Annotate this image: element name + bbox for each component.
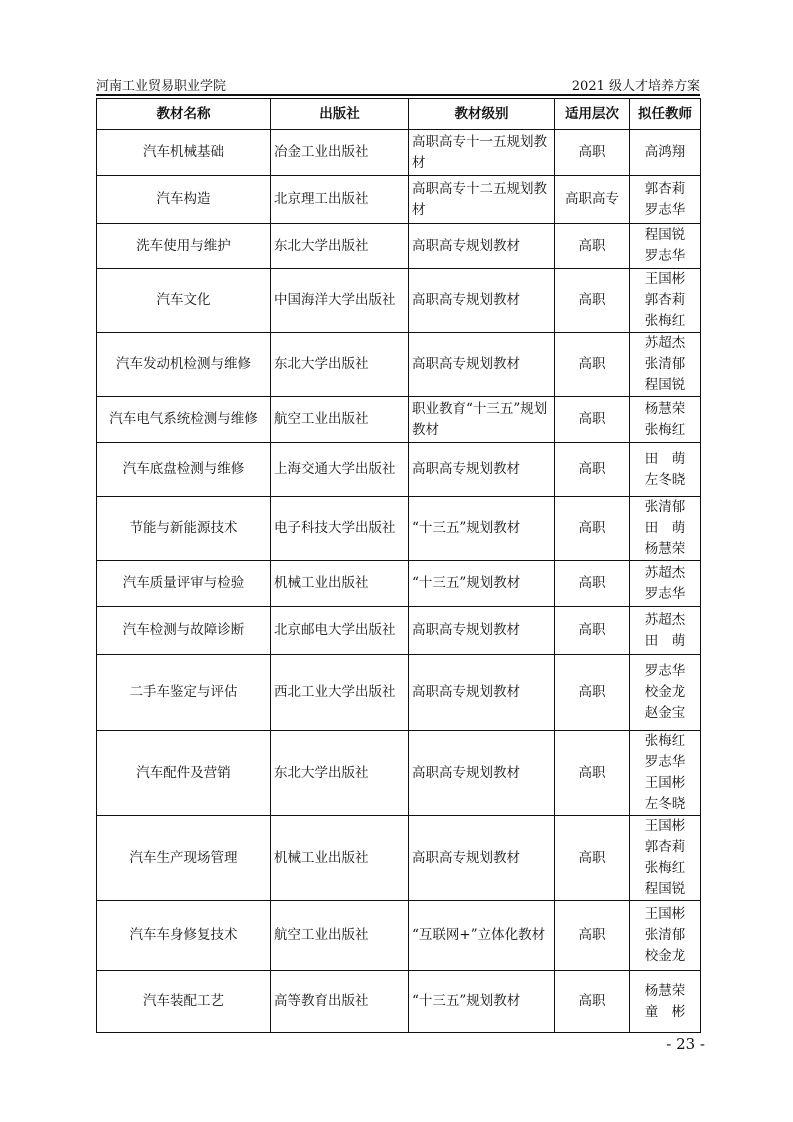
textbook-name-cell: 汽车检测与故障诊断: [97, 607, 271, 655]
teacher-name: 张梅红: [644, 421, 686, 438]
table-row: [97, 816, 701, 901]
teacher-name: 杨慧荣: [644, 400, 686, 417]
teacher-name: 田 萌: [644, 520, 686, 536]
header-textbook-name: 教材名称: [97, 99, 271, 130]
textbook-name-cell: 二手车鉴定与评估: [97, 655, 271, 731]
publisher-cell: 东北大学出版社: [271, 333, 409, 397]
header-applicable-tier: 适用层次: [555, 99, 630, 130]
table-row: [97, 561, 701, 607]
teacher-name: 张清郁: [644, 356, 686, 372]
textbook-level-cell: “十三五”规划教材: [409, 971, 555, 1033]
publisher-cell: 冶金工业出版社: [271, 130, 409, 176]
teacher-name: 高鸿翔: [644, 144, 686, 160]
teachers-cell: [630, 397, 701, 443]
teachers-cell: [630, 607, 701, 655]
teacher-name: 张梅红: [644, 733, 686, 749]
textbook-name-cell: 汽车机械基础: [97, 130, 271, 176]
applicable-tier-cell: 高职: [555, 607, 630, 655]
applicable-tier-cell: 高职: [555, 816, 630, 901]
applicable-tier-cell: 高职: [555, 901, 630, 971]
applicable-tier-cell: 高职: [555, 731, 630, 816]
table-row: [97, 130, 701, 176]
applicable-tier-cell: 高职: [555, 130, 630, 176]
table-row: [97, 497, 701, 561]
teachers-cell: [630, 971, 701, 1033]
teacher-name: 校金龙: [644, 684, 686, 700]
teachers-cell: [630, 176, 701, 224]
publisher-cell: 机械工业出版社: [271, 561, 409, 607]
textbook-name-cell: 汽车底盘检测与维修: [97, 443, 271, 497]
textbook-level-cell: 高职高专规划教材: [409, 731, 555, 816]
teachers-cell: [630, 130, 701, 176]
teacher-name: 罗志华: [644, 248, 686, 264]
teacher-name: 郭杏莉: [644, 180, 686, 197]
teacher-name: 赵金宝: [644, 705, 686, 721]
teacher-name: 罗志华: [644, 201, 686, 218]
applicable-tier-cell: 高职: [555, 269, 630, 333]
teacher-name: 王国彬: [644, 818, 686, 834]
textbook-level-cell: 高职高专十一五规划教材: [409, 130, 555, 176]
teachers-cell: [630, 269, 701, 333]
applicable-tier-cell: 高职: [555, 443, 630, 497]
teacher-name: 张清郁: [644, 499, 686, 515]
textbook-name-cell: 汽车文化: [97, 269, 271, 333]
teacher-name: 杨慧荣: [644, 541, 686, 557]
teacher-name: 王国彬: [644, 271, 686, 287]
teacher-name: 张梅红: [644, 860, 686, 876]
teacher-name: 校金龙: [644, 948, 686, 964]
teachers-cell: [630, 497, 701, 561]
plan-title: 2021 级人才培养方案: [571, 79, 700, 94]
publisher-cell: 电子科技大学出版社: [271, 497, 409, 561]
textbook-level-cell: 高职高专规划教材: [409, 333, 555, 397]
publisher-cell: 机械工业出版社: [271, 816, 409, 901]
table-row: [97, 655, 701, 731]
textbook-name-cell: 汽车配件及营销: [97, 731, 271, 816]
textbook-level-cell: “互联网+”立体化教材: [409, 901, 555, 971]
table-row: [97, 971, 701, 1033]
teachers-cell: [630, 731, 701, 816]
teachers-cell: [630, 901, 701, 971]
table-row: [97, 397, 701, 443]
applicable-tier-cell: 高职: [555, 561, 630, 607]
publisher-cell: 北京理工出版社: [271, 176, 409, 224]
textbook-name-cell: 节能与新能源技术: [97, 497, 271, 561]
teachers-cell: [630, 443, 701, 497]
textbook-level-cell: “十三五”规划教材: [409, 561, 555, 607]
publisher-cell: 东北大学出版社: [271, 224, 409, 269]
table-row: [97, 333, 701, 397]
applicable-tier-cell: 高职: [555, 971, 630, 1033]
header-textbook-level: 教材级别: [409, 99, 555, 130]
teachers-cell: [630, 333, 701, 397]
textbook-name-cell: 汽车生产现场管理: [97, 816, 271, 901]
teacher-name: 田 萌: [644, 632, 686, 649]
applicable-tier-cell: 高职: [555, 397, 630, 443]
textbook-table: [96, 98, 701, 1033]
teacher-name: 张清郁: [644, 927, 686, 943]
table-row: [97, 176, 701, 224]
textbook-level-cell: 职业教育“十三五”规划教材: [409, 397, 555, 443]
teacher-name: 张梅红: [644, 313, 686, 329]
table-row: [97, 731, 701, 816]
table-row: [97, 224, 701, 269]
teacher-name: 程国锐: [644, 881, 686, 897]
textbook-name-cell: 汽车发动机检测与维修: [97, 333, 271, 397]
textbook-level-cell: 高职高专规划教材: [409, 269, 555, 333]
publisher-cell: 航空工业出版社: [271, 901, 409, 971]
teacher-name: 王国彬: [644, 775, 686, 791]
textbook-name-cell: 洗车使用与维护: [97, 224, 271, 269]
applicable-tier-cell: 高职: [555, 333, 630, 397]
publisher-cell: 高等教育出版社: [271, 971, 409, 1033]
publisher-cell: 航空工业出版社: [271, 397, 409, 443]
teachers-cell: [630, 655, 701, 731]
teacher-name: 郭杏莉: [644, 839, 686, 855]
publisher-cell: 西北工业大学出版社: [271, 655, 409, 731]
header-rule-thick: [96, 94, 700, 96]
applicable-tier-cell: 高职高专: [555, 176, 630, 224]
teacher-name: 罗志华: [644, 663, 686, 679]
teachers-cell: [630, 816, 701, 901]
textbook-level-cell: 高职高专规划教材: [409, 443, 555, 497]
teacher-name: 左冬晓: [644, 796, 686, 812]
teacher-name: 罗志华: [644, 585, 686, 602]
teacher-name: 童 彬: [644, 1003, 686, 1020]
publisher-cell: 北京邮电大学出版社: [271, 607, 409, 655]
teacher-name: 程国锐: [644, 377, 686, 393]
teacher-name: 杨慧荣: [644, 982, 686, 999]
teacher-name: 苏超杰: [644, 335, 686, 351]
teacher-name: 郭杏莉: [644, 292, 686, 308]
textbook-name-cell: 汽车电气系统检测与维修: [97, 397, 271, 443]
header-teachers: 拟任教师: [630, 99, 701, 130]
teacher-name: 程国锐: [644, 227, 686, 243]
publisher-cell: 东北大学出版社: [271, 731, 409, 816]
teacher-name: 苏超杰: [644, 611, 686, 628]
publisher-cell: 中国海洋大学出版社: [271, 269, 409, 333]
textbook-level-cell: “十三五”规划教材: [409, 497, 555, 561]
teachers-cell: [630, 224, 701, 269]
applicable-tier-cell: 高职: [555, 497, 630, 561]
textbook-name-cell: 汽车装配工艺: [97, 971, 271, 1033]
applicable-tier-cell: 高职: [555, 655, 630, 731]
textbook-name-cell: 汽车构造: [97, 176, 271, 224]
page-header: [96, 73, 700, 93]
school-name: 河南工业贸易职业学院: [96, 79, 227, 94]
table-body: [97, 130, 701, 1033]
textbook-level-cell: 高职高专规划教材: [409, 224, 555, 269]
textbook-level-cell: 高职高专规划教材: [409, 655, 555, 731]
teacher-name: 苏超杰: [644, 564, 686, 581]
teacher-name: 王国彬: [644, 906, 686, 922]
textbook-name-cell: 汽车车身修复技术: [97, 901, 271, 971]
teacher-name: 左冬晓: [644, 471, 686, 488]
applicable-tier-cell: 高职: [555, 224, 630, 269]
teachers-cell: [630, 561, 701, 607]
textbook-level-cell: 高职高专规划教材: [409, 816, 555, 901]
table-row: [97, 443, 701, 497]
textbook-level-cell: 高职高专十二五规划教材: [409, 176, 555, 224]
textbook-name-cell: 汽车质量评审与检验: [97, 561, 271, 607]
teacher-name: 田 萌: [644, 450, 686, 467]
header-publisher: 出版社: [271, 99, 409, 130]
table-header-row: [97, 99, 701, 130]
table-row: [97, 901, 701, 971]
teacher-name: 罗志华: [644, 754, 686, 770]
table-row: [97, 269, 701, 333]
textbook-level-cell: 高职高专规划教材: [409, 607, 555, 655]
publisher-cell: 上海交通大学出版社: [271, 443, 409, 497]
table-row: [97, 607, 701, 655]
page-number: - 23 -: [666, 1035, 705, 1053]
